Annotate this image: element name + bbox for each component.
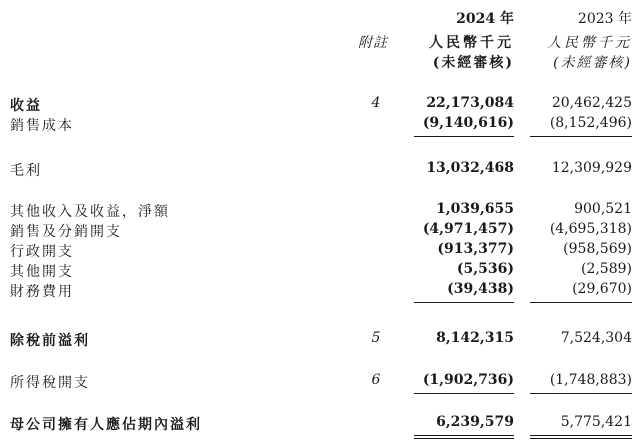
pretax-rule-current <box>414 302 514 303</box>
row-prior-admin-expenses: (958,569) <box>563 241 632 257</box>
note-column-header: 附註 <box>358 35 388 51</box>
current-audit-header: (未經審核) <box>432 55 514 71</box>
row-current-gross-profit: 13,032,468 <box>426 160 514 176</box>
row-label-gross-profit: 毛利 <box>10 163 42 179</box>
row-note-income-tax: 6 <box>371 372 381 388</box>
row-current-profit-before-tax: 8,142,315 <box>436 330 514 346</box>
row-current-admin-expenses: (913,377) <box>437 241 514 257</box>
row-label-selling-expenses: 銷售及分銷開支 <box>10 224 122 240</box>
row-current-finance-costs: (39,438) <box>447 281 514 297</box>
row-prior-other-expenses: (2,589) <box>580 261 632 277</box>
double-rule-current-1 <box>414 435 514 436</box>
row-prior-finance-costs: (29,670) <box>572 281 632 297</box>
current-currency-header: 人民幣千元 <box>429 35 514 51</box>
row-current-income-tax: (1,902,736) <box>422 372 514 388</box>
current-year-header: 2024 年 <box>456 11 514 27</box>
double-rule-prior-1 <box>530 435 632 436</box>
row-label-profit-attributable: 母公司擁有人應佔期內溢利 <box>10 417 202 433</box>
row-label-cost-of-sales: 銷售成本 <box>10 118 74 134</box>
pretax-rule-prior <box>530 302 632 303</box>
subtotal-rule-prior <box>530 136 632 137</box>
prior-audit-header: (未經審核) <box>553 55 632 71</box>
row-current-selling-expenses: (4,971,457) <box>422 221 514 237</box>
row-label-other-income: 其他收入及收益，淨額 <box>10 204 170 220</box>
profit-rule-current <box>414 393 514 394</box>
row-prior-income-tax: (1,748,883) <box>549 372 632 388</box>
row-label-income-tax: 所得稅開支 <box>10 375 90 391</box>
profit-rule-prior <box>530 393 632 394</box>
row-label-revenue: 收益 <box>10 98 42 114</box>
row-current-other-income: 1,039,655 <box>436 201 514 217</box>
row-label-finance-costs: 財務費用 <box>10 284 74 300</box>
row-current-revenue: 22,173,084 <box>426 95 514 111</box>
row-current-other-expenses: (5,536) <box>456 261 514 277</box>
row-prior-revenue: 20,462,425 <box>551 95 632 111</box>
row-note-revenue: 4 <box>371 95 381 111</box>
row-prior-cost-of-sales: (8,152,496) <box>549 115 632 131</box>
row-current-profit-attributable: 6,239,579 <box>436 414 514 430</box>
row-label-profit-before-tax: 除稅前溢利 <box>10 333 90 349</box>
row-prior-selling-expenses: (4,695,318) <box>549 221 632 237</box>
row-current-cost-of-sales: (9,140,616) <box>422 115 514 131</box>
row-prior-gross-profit: 12,309,929 <box>551 160 632 176</box>
row-prior-other-income: 900,521 <box>574 201 632 217</box>
row-note-profit-before-tax: 5 <box>371 330 381 346</box>
double-rule-prior-2 <box>530 438 632 439</box>
row-prior-profit-before-tax: 7,524,304 <box>560 330 632 346</box>
double-rule-current-2 <box>414 438 514 439</box>
prior-currency-header: 人民幣千元 <box>547 35 632 51</box>
prior-year-header: 2023 年 <box>577 11 632 27</box>
row-label-admin-expenses: 行政開支 <box>10 244 74 260</box>
row-prior-profit-attributable: 5,775,421 <box>560 414 632 430</box>
subtotal-rule-current <box>414 136 514 137</box>
row-label-other-expenses: 其他開支 <box>10 264 74 280</box>
